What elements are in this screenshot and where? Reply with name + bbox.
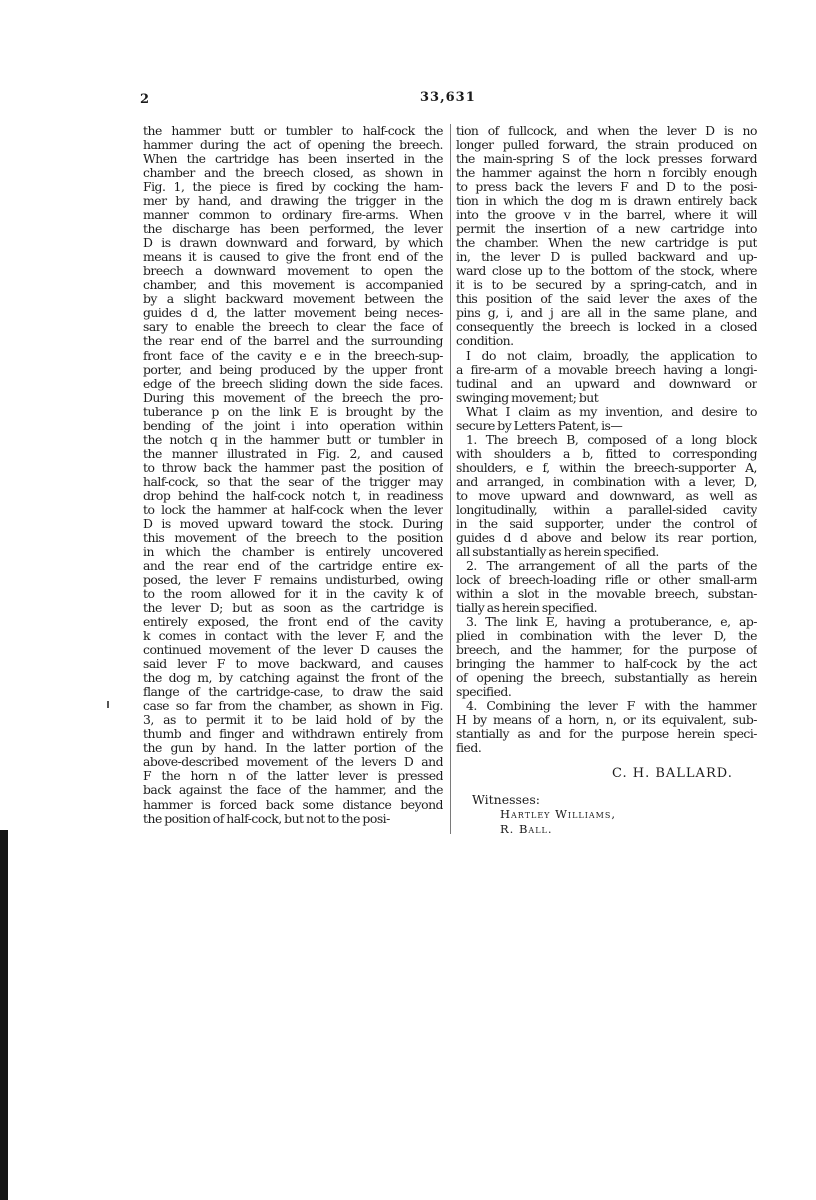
text-line: all substantially as herein specified. (456, 544, 659, 559)
text-line: chamber, and this movement is accompanied (143, 278, 443, 293)
text-line: the gun by hand. In the latter portion of the (143, 741, 443, 756)
text-line: the notch q in the hammer butt or tumbler in (143, 432, 443, 447)
text-line: Fig. 1, the piece is fired by cocking the ham- (143, 180, 443, 195)
text-line: means it is caused to give the front end of the (143, 250, 443, 265)
text-line: 1. The breech B, composed of a long block (466, 432, 757, 447)
text-line: of opening the breech, substantially as herein (456, 671, 757, 686)
text-line: tially as herein specified. (456, 601, 598, 616)
text-line: 4. Combining the lever F with the hammer (466, 699, 757, 714)
text-line: tudinal and an upward and downward or (456, 376, 757, 391)
text-line: condition. (456, 334, 514, 349)
text-line: to lock the hammer at half-cock when the lever (143, 502, 443, 517)
text-line: permit the insertion of a new cartridge into (456, 222, 757, 237)
text-line: What I claim as my invention, and desire to (466, 404, 757, 419)
column-gutter (450, 124, 451, 834)
text-line: the hammer butt or tumbler to half-cock the (143, 124, 443, 138)
signature: C. H. BALLARD. (612, 766, 733, 781)
text-line: edge of the breech sliding down the side faces. (143, 376, 443, 391)
text-line: D is moved upward toward the stock. During (143, 516, 443, 531)
text-line: secure by Letters Patent, is— (456, 418, 623, 433)
text-line: by a slight backward movement between the (143, 292, 443, 307)
text-line: lock of breech-loading rifle or other small-arm (456, 573, 757, 587)
text-line: to move upward and downward, as well as (456, 488, 757, 503)
text-line: to the room allowed for it in the cavity k of (143, 587, 443, 602)
text-line: the main-spring S of the lock presses forward (456, 152, 757, 167)
text-line: hammer is forced back some distance beyond (143, 797, 443, 812)
text-line: it is to be secured by a spring-catch, and in (456, 278, 757, 293)
text-line: longer pulled forward, the strain produced on (456, 138, 757, 153)
text-line: plied in combination with the lever D, the (456, 629, 757, 644)
text-line: front face of the cavity e e in the breech-sup- (143, 348, 443, 363)
text-line: tion of fullcock, and when the lever D is no (456, 124, 757, 138)
text-line: sary to enable the breech to clear the face of (143, 320, 443, 335)
text-line: bringing the hammer to half-cock by the act (456, 657, 757, 672)
text-line: posed, the lever F remains undisturbed, owing (143, 573, 443, 587)
text-line: manner common to ordinary fire-arms. When (143, 208, 443, 223)
text-line: drop behind the half-cock notch t, in readiness (143, 488, 443, 503)
text-line: guides d d above and below its rear portion, (456, 530, 757, 545)
text-line: ward close up to the bottom of the stock, where (456, 264, 757, 279)
text-line: breech a downward movement to open the (143, 264, 443, 279)
text-line: D is drawn downward and forward, by which (143, 236, 443, 251)
text-line: into the groove v in the barrel, where it will (456, 208, 757, 223)
text-line: chamber and the breech closed, as shown in (143, 166, 443, 181)
text-line: hammer during the act of opening the breech. (143, 138, 443, 153)
text-line: tion in which the dog m is drawn entirely back (456, 194, 757, 209)
text-line: H by means of a horn, n, or its equivalent, sub- (456, 713, 757, 728)
scan-mark (107, 701, 109, 708)
text-line: a fire-arm of a movable breech having a longi- (456, 362, 757, 377)
text-line: fied. (456, 741, 482, 756)
text-line: back against the face of the hammer, and the (143, 783, 443, 798)
text-line: I do not claim, broadly, the application to (466, 348, 757, 363)
text-line: During this movement of the breech the pro- (143, 390, 443, 405)
text-line: guides d d, the latter movement being neces- (143, 306, 443, 321)
left-column (143, 124, 443, 826)
text-line: specified. (456, 685, 512, 700)
text-line: with shoulders a b, fitted to corresponding (456, 446, 757, 461)
text-line: this position of the said lever the axes of the (456, 292, 757, 307)
text-line: thumb and finger and withdrawn entirely from (143, 727, 443, 742)
text-line: to throw back the hammer past the position of (143, 460, 443, 475)
text-line: in which the chamber is entirely uncovered (143, 544, 443, 559)
text-line: within a slot in the movable breech, substan- (456, 587, 757, 602)
text-line: pins g, i, and j are all in the same plane, and (456, 306, 757, 321)
text-line: and the rear end of the cartridge entire ex- (143, 558, 443, 573)
text-line: entirely exposed, the front end of the cavity (143, 615, 443, 630)
text-line: 2. The arrangement of all the parts of the (466, 558, 757, 573)
scan-edge-shadow (0, 830, 8, 1200)
text-line: longitudinally, within a parallel-sided cavity (456, 502, 757, 517)
text-line: When the cartridge has been inserted in the (143, 152, 443, 167)
text-line: above-described movement of the levers D and (143, 755, 443, 770)
text-line: half-cock, so that the sear of the trigger may (143, 474, 443, 489)
text-line: said lever F to move backward, and causes (143, 657, 443, 672)
witnesses-label: Witnesses: (472, 792, 540, 807)
text-line: the position of half-cock, but not to the posi- (143, 811, 390, 826)
text-line: porter, and being produced by the upper front (143, 362, 443, 377)
text-line: in the said supporter, under the control of (456, 516, 757, 531)
text-line: the chamber. When the new cartridge is put (456, 236, 757, 251)
witness-name: R. Ball. (500, 822, 553, 836)
text-line: this movement of the breech to the position (143, 530, 443, 545)
text-line: the hammer against the horn n forcibly enough (456, 166, 757, 181)
text-line: flange of the cartridge-case, to draw the said (143, 685, 443, 700)
page-number: 2 (140, 92, 150, 107)
text-line: tuberance p on the link E is brought by the (143, 404, 443, 419)
witness-name: Hartley Williams, (500, 807, 616, 821)
text-line: 3. The link E, having a protuberance, e, ap- (466, 615, 757, 630)
text-line: in, the lever D is pulled backward and up- (456, 250, 757, 265)
text-line: the manner illustrated in Fig. 2, and caused (143, 446, 443, 461)
text-line: stantially as and for the purpose herein speci- (456, 727, 757, 742)
text-line: to press back the levers F and D to the posi- (456, 180, 757, 195)
text-line: breech, and the hammer, for the purpose of (456, 643, 757, 658)
text-line: the dog m, by catching against the front of the (143, 671, 443, 686)
text-line: the discharge has been performed, the lever (143, 222, 443, 237)
text-line: F the horn n of the latter lever is pressed (143, 769, 443, 784)
text-line: case so far from the chamber, as shown in Fig. (143, 699, 443, 714)
text-line: k comes in contact with the lever F, and the (143, 629, 443, 644)
text-line: swinging movement; but (456, 390, 599, 405)
patent-number: 33,631 (420, 90, 476, 105)
text-line: shoulders, e f, within the breech-supporter A, (456, 460, 757, 475)
text-line: the lever D; but as soon as the cartridge is (143, 601, 443, 616)
text-line: 3, as to permit it to be laid hold of by the (143, 713, 443, 728)
right-column (456, 124, 757, 755)
text-line: continued movement of the lever D causes the (143, 643, 443, 658)
text-line: mer by hand, and drawing the trigger in the (143, 194, 443, 209)
text-line: bending of the joint i into operation within (143, 418, 443, 433)
text-line: the rear end of the barrel and the surrounding (143, 334, 443, 349)
text-line: and arranged, in combination with a lever, D, (456, 474, 757, 489)
text-line: consequently the breech is locked in a closed (456, 320, 757, 335)
